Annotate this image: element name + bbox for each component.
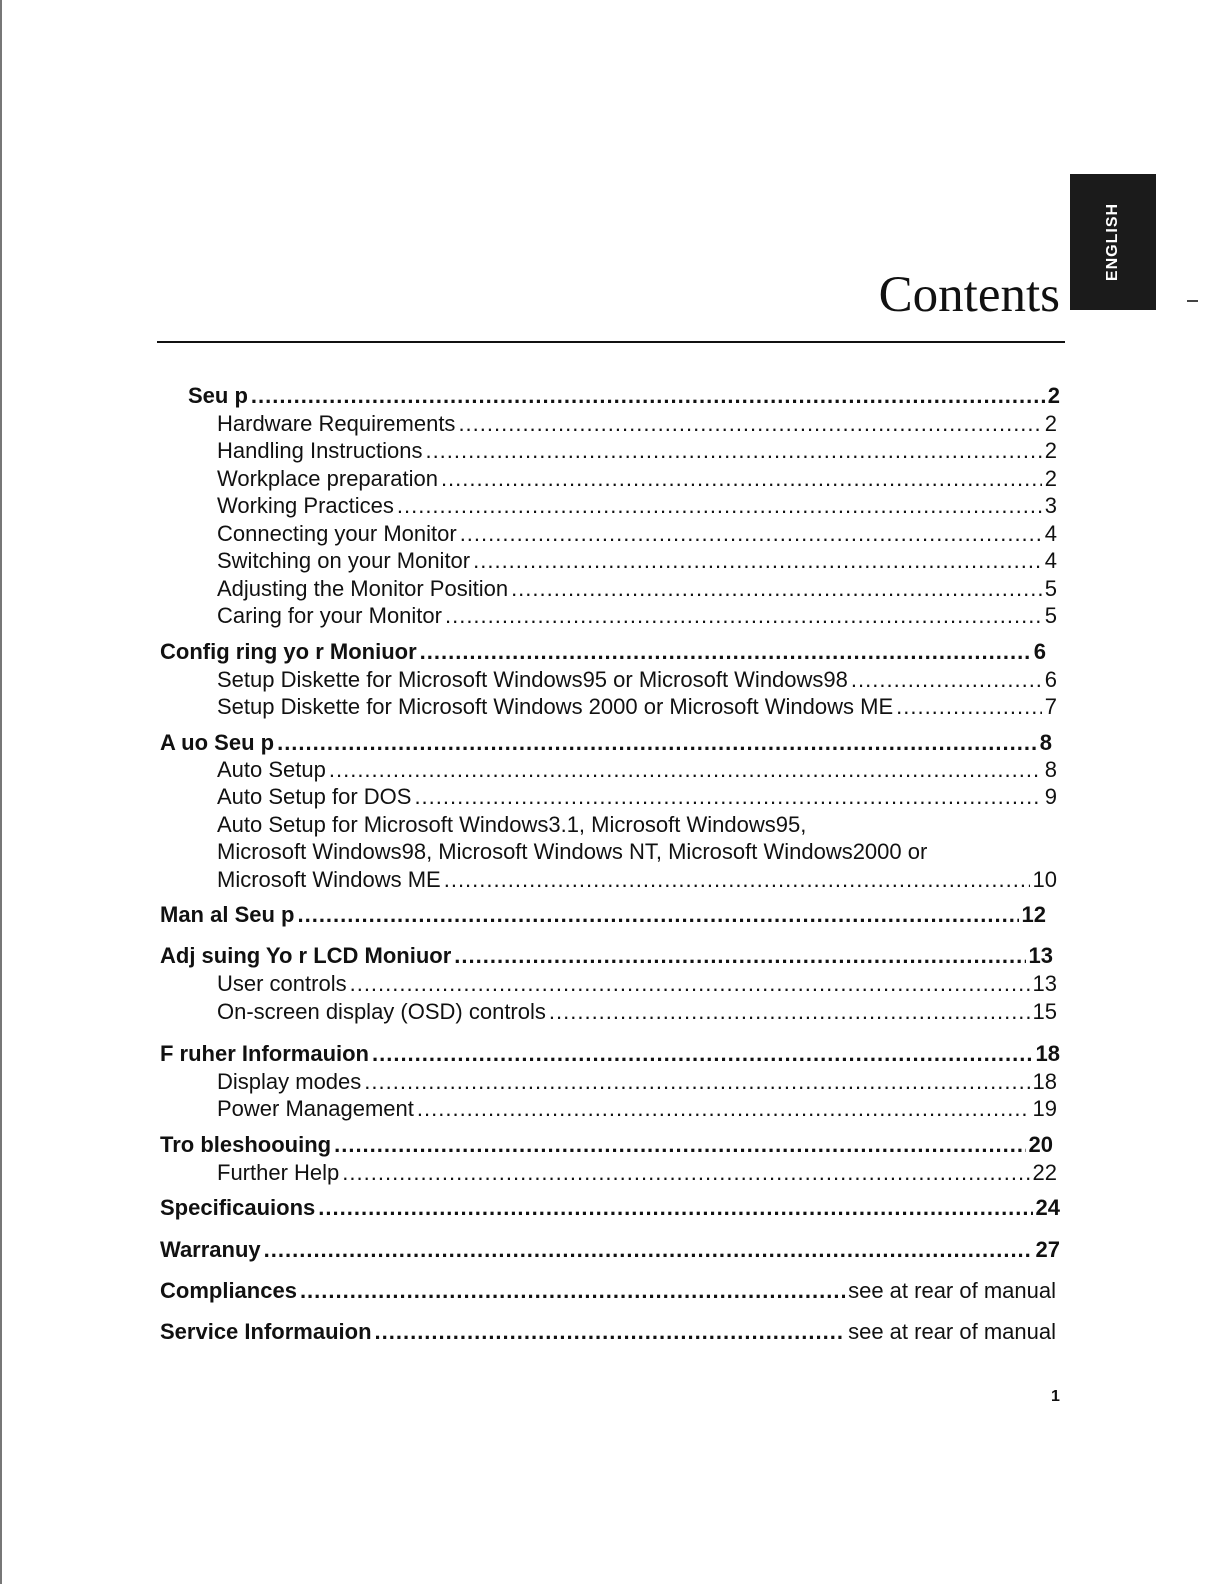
toc-entry-page: 2 bbox=[1047, 383, 1060, 408]
toc-subsection[interactable] bbox=[217, 783, 1057, 811]
toc-entry-label: User controls bbox=[217, 971, 347, 996]
toc-entry-page: 10 bbox=[1032, 867, 1057, 892]
toc-entry-label: Auto Setup for DOS bbox=[217, 784, 412, 809]
toc-section[interactable] bbox=[160, 638, 1046, 666]
toc-subsection[interactable] bbox=[217, 1159, 1057, 1187]
toc-entry-page: 22 bbox=[1032, 1160, 1057, 1185]
toc-entry-label: Warranuy bbox=[160, 1237, 261, 1262]
toc-entry-page: 3 bbox=[1044, 493, 1057, 518]
toc-entry-label: F ruher Informauion bbox=[160, 1041, 369, 1066]
toc-subsection[interactable] bbox=[217, 602, 1057, 630]
toc-subsection[interactable] bbox=[217, 1095, 1057, 1123]
toc-entry-label: Man al Seu p bbox=[160, 902, 295, 927]
toc-entry-label: Tro bleshoouing bbox=[160, 1132, 332, 1157]
page-number: 1 bbox=[1051, 1388, 1060, 1405]
toc-entry-page: 8 bbox=[1044, 757, 1057, 782]
toc-section[interactable] bbox=[160, 942, 1053, 970]
toc-entry-page: 5 bbox=[1044, 603, 1057, 628]
toc-entry-page: 15 bbox=[1032, 999, 1057, 1024]
toc-entry-page: 6 bbox=[1044, 667, 1057, 692]
toc-entry-page: 4 bbox=[1044, 521, 1057, 546]
toc-entry-page: 12 bbox=[1021, 902, 1046, 927]
toc-entry-page: 5 bbox=[1044, 576, 1057, 601]
toc-section[interactable] bbox=[188, 382, 1060, 410]
toc-entry-page: 19 bbox=[1032, 1096, 1057, 1121]
toc-entry-label: Hardware Requirements bbox=[217, 411, 456, 436]
page-edge-line bbox=[0, 0, 2, 1584]
toc-subsection[interactable] bbox=[217, 998, 1057, 1026]
toc-subsection[interactable] bbox=[217, 465, 1057, 493]
toc-subsection[interactable] bbox=[217, 666, 1057, 694]
toc-subsection[interactable] bbox=[217, 520, 1057, 548]
toc-entry-label: Compliances bbox=[160, 1278, 297, 1303]
toc-entry-label: Setup Diskette for Microsoft Windows95 or Microsoft Windows98 bbox=[217, 667, 848, 692]
language-tab bbox=[1070, 174, 1156, 310]
edge-mark bbox=[1187, 300, 1198, 302]
toc-entry-page: 9 bbox=[1044, 784, 1057, 809]
toc-entry-label: Handling Instructions bbox=[217, 438, 423, 463]
toc-entry-label: Power Management bbox=[217, 1096, 414, 1121]
toc-section[interactable] bbox=[160, 901, 1046, 929]
toc-section[interactable] bbox=[160, 729, 1052, 757]
toc-entry-label: A uo Seu p bbox=[160, 730, 275, 755]
toc-entry-page: see at rear of manual bbox=[848, 1278, 1056, 1303]
toc-entry-label: On-screen display (OSD) controls bbox=[217, 999, 546, 1024]
toc-entry-page: 2 bbox=[1044, 438, 1057, 463]
toc-entry-page: 7 bbox=[1044, 694, 1057, 719]
toc-entry-continued: Microsoft Windows98, Microsoft Windows NT, Microsoft Windows2000 or bbox=[217, 839, 928, 864]
toc-section[interactable] bbox=[160, 1040, 1060, 1068]
toc-entry-page: 8 bbox=[1039, 730, 1052, 755]
toc-entry-continued: Auto Setup for Microsoft Windows3.1, Microsoft Windows95, bbox=[217, 812, 807, 837]
toc-subsection[interactable] bbox=[217, 492, 1057, 520]
toc-entry-page: 6 bbox=[1033, 639, 1046, 664]
toc-entry-page: 13 bbox=[1032, 971, 1057, 996]
toc-subsection[interactable] bbox=[217, 866, 1057, 894]
toc-entry-page: 18 bbox=[1032, 1069, 1057, 1094]
toc-subsection[interactable] bbox=[217, 410, 1057, 438]
toc-entry-label: Seu p bbox=[188, 383, 248, 408]
toc-entry-page: see at rear of manual bbox=[848, 1319, 1056, 1344]
toc-section[interactable] bbox=[160, 1236, 1060, 1264]
toc-entry-label: Specificauions bbox=[160, 1195, 316, 1220]
toc-subsection[interactable] bbox=[217, 1068, 1057, 1096]
toc-subsection[interactable] bbox=[217, 575, 1057, 603]
toc-entry-label: Adj suing Yo r LCD Moniuor bbox=[160, 943, 452, 968]
toc-entry-label: Service Informauion bbox=[160, 1319, 372, 1344]
toc-subsection[interactable] bbox=[217, 437, 1057, 465]
toc-entry-page: 24 bbox=[1035, 1195, 1060, 1220]
toc-entry-label: Adjusting the Monitor Position bbox=[217, 576, 509, 601]
toc-entry-label: Further Help bbox=[217, 1160, 340, 1185]
toc-entry-label: Switching on your Monitor bbox=[217, 548, 471, 573]
toc-entry-page: 13 bbox=[1028, 943, 1053, 968]
toc-entry-label: Microsoft Windows ME bbox=[217, 867, 441, 892]
language-tab-label: ENGLISH bbox=[1104, 202, 1121, 282]
toc-entry-page: 27 bbox=[1035, 1237, 1060, 1262]
title-rule bbox=[157, 341, 1065, 343]
toc-entry-page: 2 bbox=[1044, 466, 1057, 491]
toc-section[interactable] bbox=[160, 1318, 1056, 1346]
toc-entry-label: Auto Setup bbox=[217, 757, 326, 782]
toc-subsection[interactable] bbox=[217, 547, 1057, 575]
toc-section[interactable] bbox=[160, 1194, 1060, 1222]
toc-entry-label: Connecting your Monitor bbox=[217, 521, 457, 546]
toc-section[interactable] bbox=[160, 1131, 1053, 1159]
toc-entry-label: Workplace preparation bbox=[217, 466, 438, 491]
page-title: Contents bbox=[878, 267, 1060, 323]
toc-subsection[interactable] bbox=[217, 756, 1057, 784]
toc-entry-page: 20 bbox=[1028, 1132, 1053, 1157]
toc-entry-page: 2 bbox=[1044, 411, 1057, 436]
toc-entry-label: Config ring yo r Moniuor bbox=[160, 639, 417, 664]
toc-section[interactable] bbox=[160, 1277, 1056, 1305]
toc-subsection[interactable] bbox=[217, 693, 1057, 721]
toc-entry-page: 4 bbox=[1044, 548, 1057, 573]
toc-entry-label: Display modes bbox=[217, 1069, 362, 1094]
toc-subsection[interactable] bbox=[217, 970, 1057, 998]
toc-entry-label: Working Practices bbox=[217, 493, 394, 518]
toc-entry-label: Caring for your Monitor bbox=[217, 603, 442, 628]
toc-entry-page: 18 bbox=[1035, 1041, 1060, 1066]
toc-entry-label: Setup Diskette for Microsoft Windows 2000 or Microsoft Windows ME bbox=[217, 694, 894, 719]
